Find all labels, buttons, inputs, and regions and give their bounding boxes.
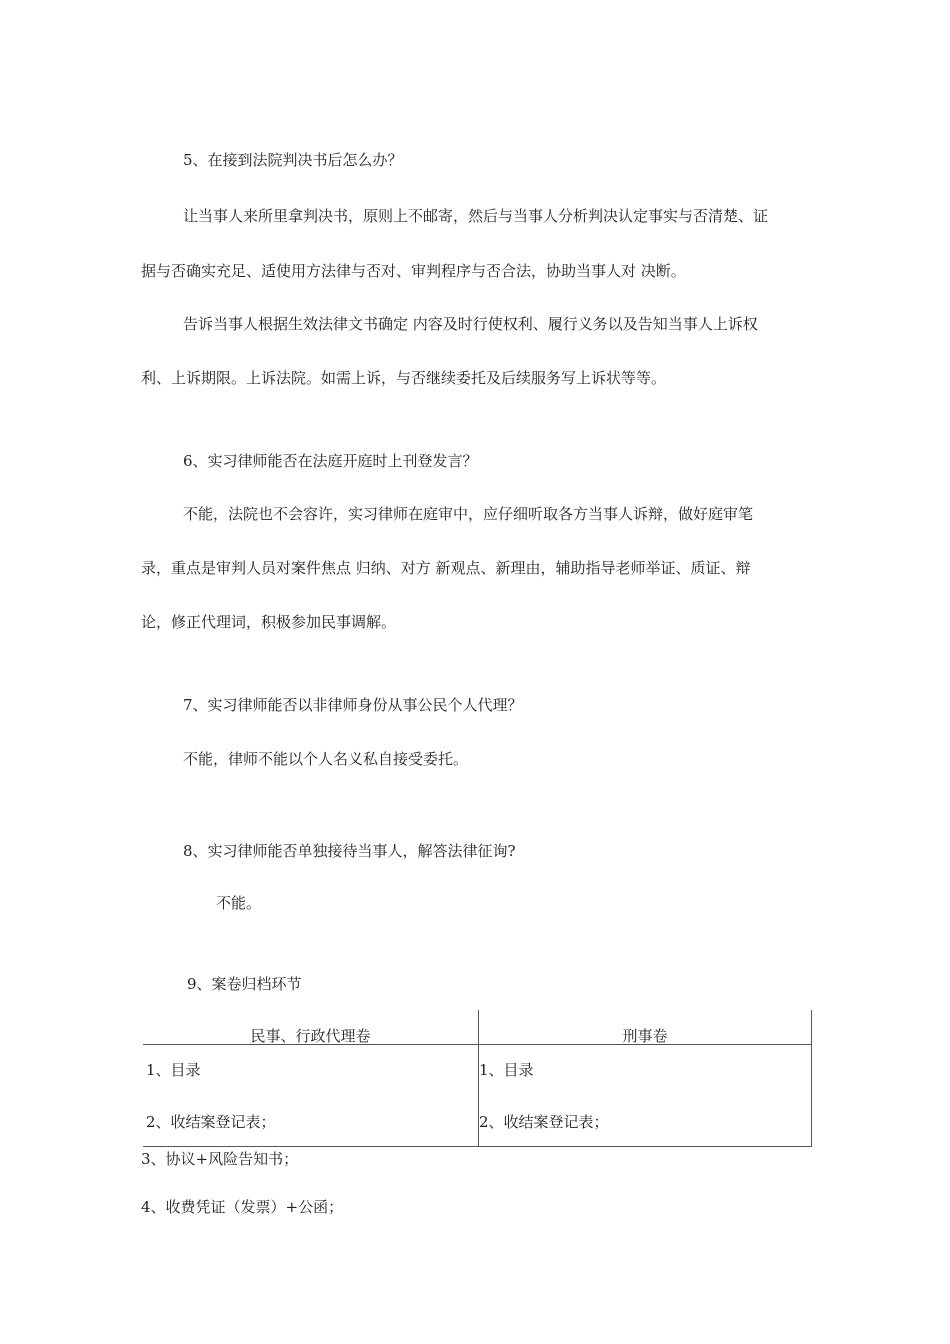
- table-border-right: [811, 1010, 812, 1147]
- table-cell-civil-row-1: 1、目录: [146, 1061, 201, 1079]
- answer-6-line-3: 论，修正代理词，积极参加民事调解。: [141, 613, 397, 631]
- answer-8: 不能。: [216, 894, 262, 912]
- answer-5-paragraph-2-line-1: 告诉当事人根据生效法律文书确定 内容及时行使权利、履行义务以及告知当事人上诉权: [183, 315, 758, 333]
- table-cell-civil-row-2: 2、收结案登记表；: [146, 1113, 276, 1131]
- table-cell-criminal-row-1: 1、目录: [479, 1061, 534, 1079]
- question-5: 5、在接到法院判决书后怎么办？: [183, 151, 403, 169]
- answer-5-paragraph-1-line-2: 据与否确实充足、适使用方法律与否对、审判程序与否合法，协助当事人对 决断。: [141, 262, 686, 280]
- question-7: 7、实习律师能否以非律师身份从事公民个人代理？: [183, 696, 523, 714]
- answer-6-line-2: 录，重点是审判人员对案件焦点 归纳、对方 新观点、新理由，辅助指导老师举证、质证、辩: [141, 559, 751, 577]
- archive-table: [143, 1010, 812, 1147]
- archive-item-3: 3、协议+风险告知书；: [141, 1150, 299, 1168]
- answer-5-paragraph-2-line-2: 利、上诉期限。上诉法院。如需上诉，与否继续委托及后续服务写上诉状等等。: [141, 369, 667, 387]
- question-6: 6、实习律师能否在法庭开庭时上刊登发言？: [183, 452, 478, 470]
- section-9-title: 9、案卷归档环节: [187, 975, 302, 993]
- table-bottom-rule: [143, 1146, 812, 1147]
- question-8: 8、实习律师能否单独接待当事人，解答法律征询?: [183, 842, 516, 860]
- answer-5-paragraph-1-line-1: 让当事人来所里拿判决书，原则上不邮寄，然后与当事人分析判决认定事实与否清楚、证: [183, 207, 769, 225]
- answer-7: 不能，律师不能以个人名义私自接受委托。: [183, 750, 469, 768]
- table-header-civil-admin: 民事、行政代理卷: [250, 1027, 371, 1045]
- table-cell-criminal-row-2: 2、收结案登记表；: [479, 1113, 609, 1131]
- table-header-criminal: 刑事卷: [622, 1027, 668, 1045]
- answer-6-line-1: 不能，法院也不会容许，实习律师在庭审中，应仔细听取各方当事人诉辩，做好庭审笔: [183, 505, 754, 523]
- archive-item-4: 4、收费凭证（发票）+公函；: [141, 1198, 344, 1216]
